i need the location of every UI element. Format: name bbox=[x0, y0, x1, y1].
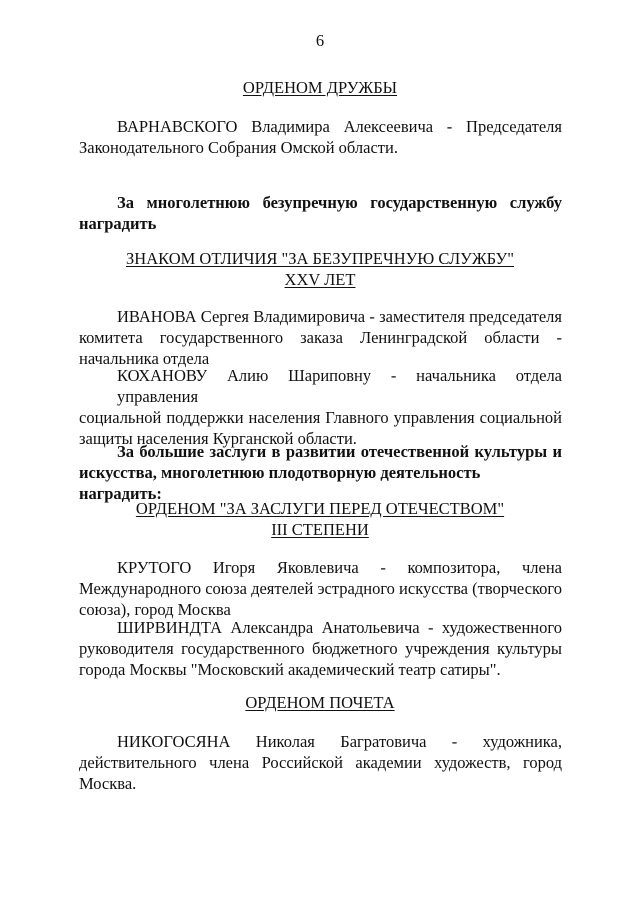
entry-line: НИКОГОСЯНА Николая Багратовича - художника, bbox=[117, 732, 562, 751]
preamble-line: За многолетнюю безупречную государственную службу bbox=[117, 193, 562, 212]
heading-line: XXV ЛЕТ bbox=[284, 270, 356, 289]
heading-order-friendship: ОРДЕНОМ ДРУЖБЫ bbox=[242, 78, 398, 97]
entry-line: действительного члена Российской академии художеств, город bbox=[79, 753, 562, 772]
award-entry-krutoy bbox=[79, 557, 562, 620]
award-entry-ivanov bbox=[79, 306, 562, 369]
heading-line: ОРДЕНОМ "ЗА ЗАСЛУГИ ПЕРЕД ОТЕЧЕСТВОМ" bbox=[135, 499, 505, 518]
entry-line: КРУТОГО Игоря Яковлевича - композитора, члена bbox=[117, 558, 562, 577]
preamble-line: За большие заслуги в развитии отечественной культуры и bbox=[117, 442, 562, 461]
heading-order-merit-fatherland bbox=[0, 498, 640, 540]
entry-line: Международного союза деятелей эстрадного искусства (творческого bbox=[79, 579, 562, 598]
heading-line: ЗНАКОМ ОТЛИЧИЯ "ЗА БЕЗУПРЕЧНУЮ СЛУЖБУ" bbox=[126, 249, 514, 268]
award-entry-shirvindt bbox=[79, 617, 562, 680]
preamble-line: наградить bbox=[79, 214, 157, 233]
award-entry-nikogosyan bbox=[79, 731, 562, 794]
entry-line: союза), город Москва bbox=[79, 600, 231, 619]
heading-line: III СТЕПЕНИ bbox=[271, 520, 369, 539]
preamble-civil-service bbox=[79, 192, 562, 234]
entry-line: ВАРНАВСКОГО Владимира Алексеевича - Председателя bbox=[117, 117, 562, 136]
page-number: 6 bbox=[315, 31, 325, 50]
award-entry-kokhanova bbox=[79, 365, 562, 449]
entry-line: начальника отдела bbox=[79, 349, 210, 368]
entry-line: защиты населения Курганской области. bbox=[79, 429, 357, 448]
entry-line: Москва. bbox=[79, 774, 137, 793]
preamble-culture bbox=[79, 441, 562, 504]
heading-order-honor: ОРДЕНОМ ПОЧЕТА bbox=[245, 693, 395, 712]
entry-line: комитета государственного заказа Ленинградской области - bbox=[79, 328, 562, 347]
entry-line: Законодательного Собрания Омской области. bbox=[79, 138, 398, 157]
entry-line: руководителя государственного бюджетного учреждения культуры bbox=[79, 639, 562, 658]
entry-line: КОХАНОВУ Алию Шариповну - начальника отдела управления bbox=[117, 366, 562, 406]
preamble-line: искусства, многолетнюю плодотворную деятельность наградить: bbox=[79, 463, 481, 503]
award-entry-varnavsky bbox=[79, 116, 562, 158]
heading-badge-impeccable-service bbox=[0, 248, 640, 290]
entry-line: города Москвы "Московский академический театр сатиры". bbox=[79, 660, 501, 679]
entry-line: ШИРВИНДТА Александра Анатольевича - художественного bbox=[117, 618, 562, 637]
entry-line: социальной поддержки населения Главного управления социальной bbox=[79, 408, 562, 427]
entry-line: ИВАНОВА Сергея Владимировича - заместителя председателя bbox=[117, 307, 562, 326]
